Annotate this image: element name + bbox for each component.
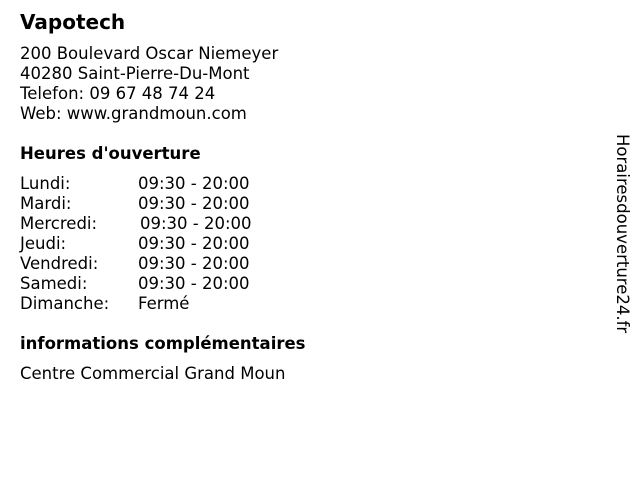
business-contact [20, 44, 278, 124]
site-brand-vertical: Horairesdouverture24.fr [613, 134, 632, 334]
time-range: 09:30 - 20:00 [138, 254, 250, 273]
day-label: Jeudi: [20, 234, 67, 253]
time-range: Fermé [138, 294, 190, 313]
day-label: Mardi: [20, 194, 72, 213]
phone-text: Telefon: 09 67 48 74 24 [20, 84, 216, 103]
address-line-street: 200 Boulevard Oscar Niemeyer [20, 44, 279, 63]
website-text: Web: www.grandmoun.com [20, 104, 247, 123]
time-range: 09:30 - 20:00 [138, 274, 250, 293]
hours-heading: Heures d'ouverture [20, 144, 201, 163]
day-label: Vendredi: [20, 254, 99, 273]
extra-info-heading: informations complémentaires [20, 334, 306, 353]
day-label: Dimanche: [20, 294, 110, 313]
day-label: Mercredi: [20, 214, 98, 233]
day-label: Samedi: [20, 274, 88, 293]
time-range: 09:30 - 20:00 [140, 214, 252, 233]
day-label: Lundi: [20, 174, 71, 193]
time-range: 09:30 - 20:00 [138, 194, 250, 213]
extra-info-text: Centre Commercial Grand Moun [20, 364, 286, 383]
time-range: 09:30 - 20:00 [138, 234, 250, 253]
time-range: 09:30 - 20:00 [138, 174, 250, 193]
business-name: Vapotech [20, 10, 126, 34]
address-line-city: 40280 Saint-Pierre-Du-Mont [20, 64, 250, 83]
